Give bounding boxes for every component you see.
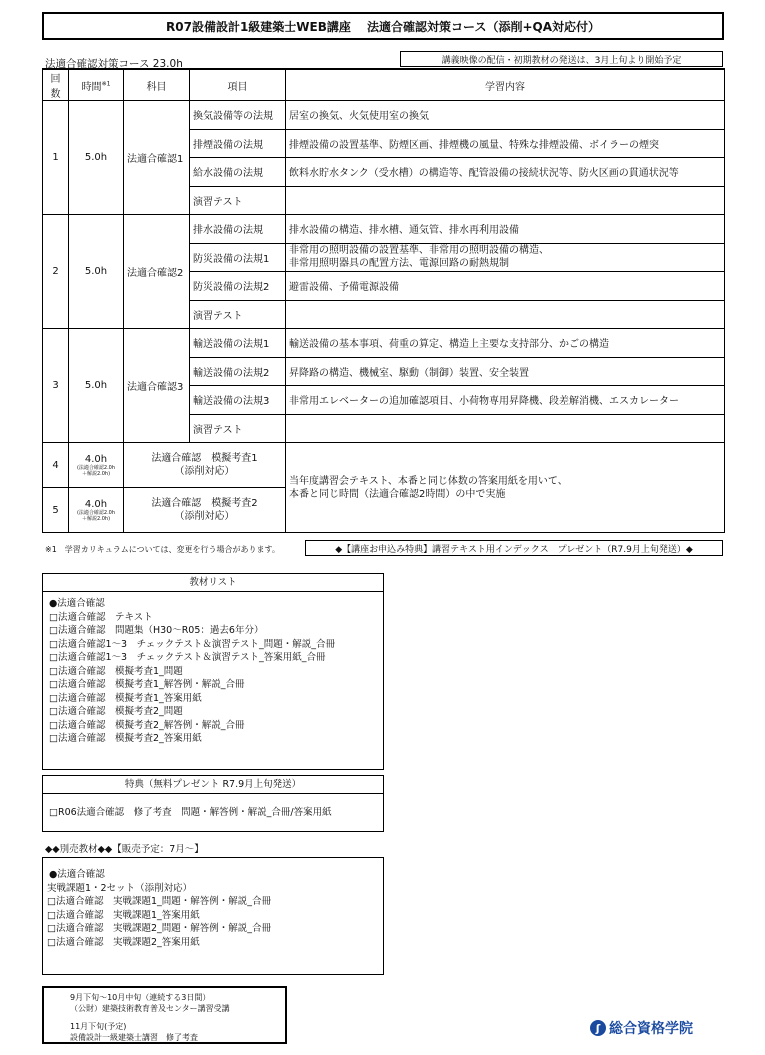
item-cell: 換気設備等の法規 — [190, 101, 286, 130]
header-hours: 時間$^{※1}$ — [69, 69, 124, 101]
schedule-line: 設備設計一級建築士講習 修了考査 — [70, 1033, 198, 1042]
content-cell: 居室の換気、火気使用室の換気 — [286, 101, 725, 130]
list-item: □法適合確認 模擬考査1_解答例・解説_合冊 — [49, 679, 245, 690]
content-cell: 輸送設備の基本事項、荷重の算定、構造上主要な支持部分、かごの構造 — [286, 329, 725, 358]
table-row — [43, 329, 725, 358]
logo-mark-icon: ʃ — [590, 1020, 606, 1036]
list-item: □法適合確認 実戦課題1_答案用紙 — [47, 909, 200, 921]
schedule-line: 11月下旬(予定) — [70, 1022, 127, 1031]
schedule-line: 9月下旬～10月中旬（連続する3日間） — [70, 993, 211, 1002]
sold-section: ●法適合確認 — [49, 869, 105, 880]
hours-cell: 5.0h — [69, 329, 124, 443]
materials-section: ●法適合確認 — [49, 598, 105, 609]
item-cell: 輸送設備の法規3 — [190, 386, 286, 415]
list-item: □法適合確認1～3 チェックテスト＆演習テスト_答案用紙_合冊 — [49, 652, 326, 663]
session-cell: 4 — [43, 443, 69, 488]
item-cell: 輸送設備の法規1 — [190, 329, 286, 358]
materials-header: 教材リスト — [43, 574, 383, 592]
gift-box — [42, 775, 384, 832]
item-cell: 防災設備の法規1 — [190, 243, 286, 272]
list-item: □法適合確認 テキスト — [49, 611, 153, 623]
schedule-box — [42, 986, 287, 1044]
content-cell: 排水設備の構造、排水槽、通気管、排水再利用設備 — [286, 215, 725, 244]
gift-header: 特典（無料プレゼント R7.9月上旬発送） — [43, 776, 383, 794]
footnote: ※1 学習カリキュラムについては、変更を行う場合があります。 — [45, 545, 280, 554]
table-row — [43, 443, 725, 488]
list-item: □法適合確認1～3 チェックテスト＆演習テスト_問題・解説_合冊 — [49, 638, 336, 650]
content-cell: 避雷設備、予備電源設備 — [286, 272, 725, 301]
item-cell: 演習テスト — [190, 414, 286, 443]
sold-subtitle: 実戦課題1・2セット（添削対応） — [47, 882, 193, 894]
hours-cell: 5.0h — [69, 215, 124, 329]
header-item: 項目 — [190, 69, 286, 101]
hours-cell: 4.0h (法適合確認2.0h ＋解説2.0h) — [69, 443, 124, 488]
item-cell: 排煙設備の法規 — [190, 129, 286, 158]
list-item: □法適合確認 模擬考査2_問題 — [49, 706, 183, 717]
bonus-box: ◆【講座お申込み特典】講習テキスト用インデックス プレゼント（R7.9月上旬発送）◆ — [305, 540, 723, 556]
list-item: □法適合確認 実戦課題2_問題・解答例・解説_合冊 — [47, 923, 272, 934]
content-cell: 非常用エレベーターの追加確認項目、小荷物専用昇降機、段差解消機、エスカレーター — [286, 386, 725, 415]
course-label: 法適合確認対策コース 23.0h — [45, 58, 183, 70]
gift-item: □R06法適合確認 修了考査 問題・解答例・解説_合冊/答案用紙 — [49, 807, 332, 818]
session-cell: 1 — [43, 101, 69, 215]
item-cell: 給水設備の法規 — [190, 158, 286, 187]
list-item: □法適合確認 模擬考査1_答案用紙 — [49, 692, 202, 704]
content-cell: 非常用の照明設備の設置基準、非常用の照明設備の構造、 非常用照明器具の配置方法、電源回路の耐熱規制 — [286, 243, 725, 272]
hours-cell: 5.0h — [69, 101, 124, 215]
notice-box: 講義映像の配信・初期教材の発送は、3月上旬より開始予定 — [400, 51, 723, 67]
item-cell: 輸送設備の法規2 — [190, 357, 286, 386]
school-logo — [590, 1018, 693, 1038]
content-cell: 排煙設備の設置基準、防煙区画、排煙機の風量、特殊な排煙設備、ボイラーの煙突 — [286, 129, 725, 158]
header-content: 学習内容 — [286, 69, 725, 101]
page-title: R07設備設計1級建築士WEB講座 法適合確認対策コース（添削+QA対応付） — [42, 12, 724, 40]
content-cell — [286, 186, 725, 215]
content-cell: 飲料水貯水タンク（受水槽）の構造等、配管設備の接続状況等、防火区画の貫通状況等 — [286, 158, 725, 187]
session-cell: 2 — [43, 215, 69, 329]
item-cell: 排水設備の法規 — [190, 215, 286, 244]
mock-subject-cell: 法適合確認 模擬考査1 （添削対応） — [124, 443, 286, 488]
list-item: □法適合確認 模擬考査1_問題 — [49, 665, 183, 677]
list-item: □法適合確認 実戦課題1_問題・解答例・解説_合冊 — [47, 896, 272, 907]
header-subject: 科目 — [124, 69, 190, 101]
session-cell: 5 — [43, 488, 69, 533]
subject-cell: 法適合確認1 — [124, 101, 190, 215]
mock-subject-cell: 法適合確認 模擬考査2 （添削対応） — [124, 488, 286, 533]
item-cell: 演習テスト — [190, 186, 286, 215]
sold-separately-list — [42, 857, 384, 975]
header-session: 回数 — [43, 69, 69, 101]
subject-cell: 法適合確認2 — [124, 215, 190, 329]
sold-separately-title: ◆◆別売教材◆◆【販売予定：7月～】 — [45, 844, 204, 855]
table-row — [43, 101, 725, 130]
hours-cell: 4.0h (法適合確認2.0h ＋解説2.0h) — [69, 488, 124, 533]
mock-content-cell: 当年度講習会テキスト、本番と同じ体数の答案用紙を用いて、 本番と同じ時間（法適合確認2時間）の中で実施 — [286, 443, 725, 533]
schedule-line: （公財）建築技術教育普及センター講習受講 — [70, 1004, 230, 1013]
subject-cell: 法適合確認3 — [124, 329, 190, 443]
materials-list — [42, 573, 384, 770]
table-header-row — [43, 69, 725, 101]
list-item: □法適合確認 模擬考査2_答案用紙 — [49, 733, 202, 744]
content-cell — [286, 300, 725, 329]
item-cell: 防災設備の法規2 — [190, 272, 286, 301]
list-item: □法適合確認 模擬考査2_解答例・解説_合冊 — [49, 719, 245, 731]
table-row — [43, 215, 725, 244]
list-item: □法適合確認 問題集（H30～R05：過去6年分） — [49, 625, 264, 636]
item-cell: 演習テスト — [190, 300, 286, 329]
logo-text: 総合資格学院 — [609, 1021, 693, 1037]
curriculum-table — [42, 68, 725, 533]
content-cell — [286, 414, 725, 443]
content-cell: 昇降路の構造、機械室、駆動（制御）装置、安全装置 — [286, 357, 725, 386]
list-item: □法適合確認 実戦課題2_答案用紙 — [47, 936, 200, 948]
session-cell: 3 — [43, 329, 69, 443]
